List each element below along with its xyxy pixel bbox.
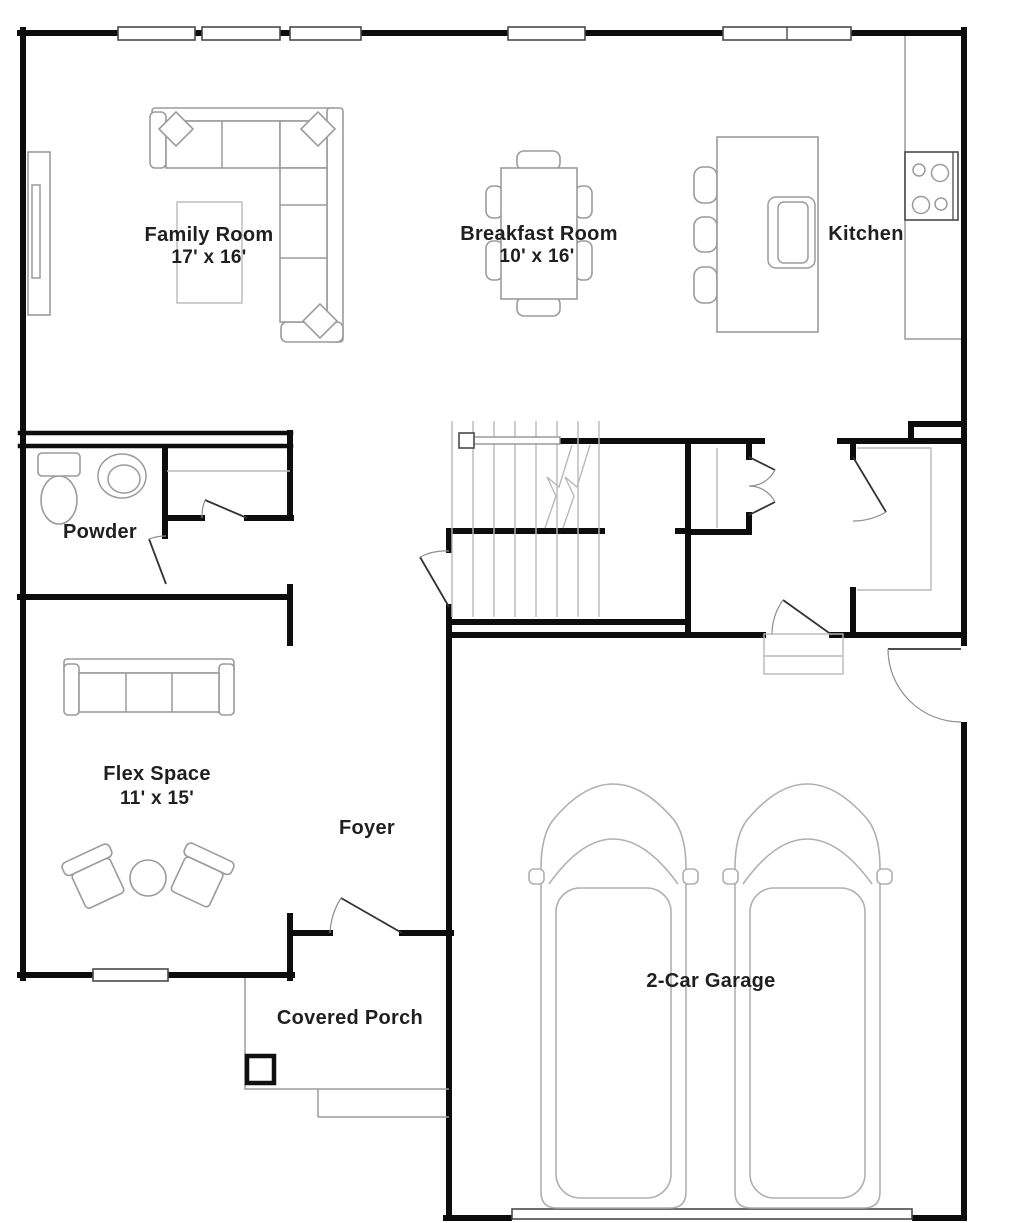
staircase (452, 421, 599, 617)
flex-space-label: Flex Space (103, 763, 211, 785)
toilet (38, 453, 80, 524)
media-console (28, 152, 50, 315)
side-mirror (877, 869, 892, 884)
stair-break-line (545, 445, 590, 528)
side-mirror (723, 869, 738, 884)
garage-entry-door (772, 600, 832, 635)
window (290, 27, 361, 40)
car-1 (529, 784, 698, 1208)
garage-side-door (888, 649, 961, 722)
front-door (330, 898, 402, 933)
flex-space-dims: 11' x 15' (119, 788, 195, 809)
breakfast-room-dims: 10' x 16' (499, 246, 575, 267)
hall-closet-double-doors (749, 457, 775, 515)
side-mirror (529, 869, 544, 884)
interior-walls (20, 424, 964, 643)
understair-closet-door (420, 551, 449, 607)
bar-stool (694, 267, 717, 303)
powder-fixtures (38, 453, 146, 524)
garage-entry-step (764, 634, 843, 674)
kitchen-label: Kitchen (828, 223, 904, 245)
armchair (60, 842, 129, 911)
powder-sink (98, 454, 146, 498)
foyer-label: Foyer (339, 817, 395, 839)
car-2 (723, 784, 892, 1208)
window (508, 27, 585, 40)
flex-space-furniture (60, 659, 235, 912)
family-room-dims: 17' x 16' (171, 247, 247, 268)
window (93, 969, 168, 981)
window (202, 27, 280, 40)
chair (517, 297, 560, 316)
stair-treads (452, 421, 599, 617)
flex-sofa (64, 659, 234, 715)
range (905, 152, 958, 220)
pantry-door (853, 457, 886, 521)
coat-closet-door (202, 500, 247, 518)
garage-overhead-door (512, 1209, 912, 1219)
porch-column (247, 1056, 274, 1083)
kitchen-fixtures (694, 36, 961, 339)
garage-side-door-opening (956, 646, 972, 722)
side-mirror (683, 869, 698, 884)
breakfast-room-label: Breakfast Room (460, 223, 618, 245)
family-room-label: Family Room (144, 224, 274, 246)
covered-porch-label: Covered Porch (276, 1007, 424, 1029)
powder-label: Powder (62, 521, 138, 543)
stair-newel-post (459, 433, 474, 448)
round-side-table (130, 860, 166, 896)
bar-stool (694, 167, 717, 203)
armchair (166, 841, 235, 910)
chair (517, 151, 560, 170)
bar-stool (694, 217, 717, 252)
stair-handrail (472, 437, 560, 444)
powder-door (149, 536, 166, 584)
window (118, 27, 195, 40)
covered-porch-outline (245, 978, 449, 1117)
garage-label: 2-Car Garage (646, 970, 776, 992)
